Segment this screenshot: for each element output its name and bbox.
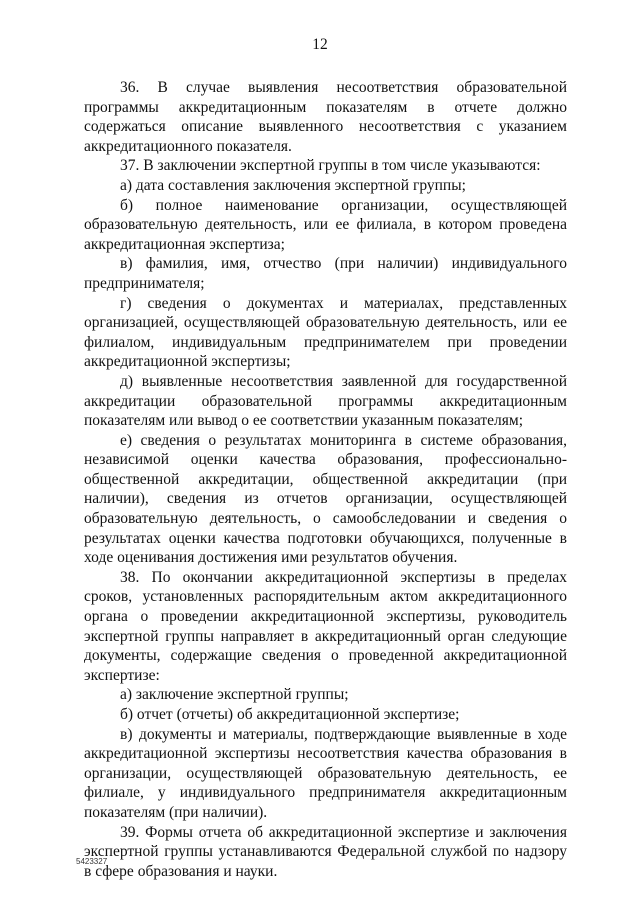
paragraph-37-v: в) фамилия, имя, отчество (при наличии) индивидуального предпринимателя; xyxy=(84,255,567,292)
paragraph-37-e: е) сведения о результатах мониторинга в системе образования, независимой оценки качества образования, профессионально-общественной аккредитации, общественной аккредитации (при наличии), сведения из отчетов организации, осуществляющей образовательную деятельность, о самообследовании и сведения о результатах оценки качества подготовки обучающихся, полученные в ходе оценивания достижения ими результатов обучения. xyxy=(84,431,567,567)
document-code: 5423327 xyxy=(76,857,108,866)
paragraph-39: 39. Формы отчета об аккредитационной экспертизе и заключения экспертной группы устанавливаются Федеральной службой по надзору в сфере образования и науки. xyxy=(84,823,567,880)
page-number: 12 xyxy=(312,36,328,53)
paragraph-37: 37. В заключении экспертной группы в том числе указываются: xyxy=(120,157,541,175)
paragraph-37-a: а) дата составления заключения экспертной группы; xyxy=(120,176,466,194)
paragraph-38-v: в) документы и материалы, подтверждающие выявленные в ходе аккредитационной экспертизы несоответствия качества образования в организации, осуществляющей образовательную деятельность, ее филиале, у индивидуального предпринимателя аккредитационным показателям (при наличии). xyxy=(84,725,567,821)
paragraph-37-g: г) сведения о документах и материалах, представленных организацией, осуществляющей образовательную деятельность, или ее филиалом, индивидуальным предпринимателем при проведении аккредитационной экспертизы; xyxy=(84,294,567,371)
paragraph-38-b: б) отчет (отчеты) об аккредитационной экспертизе; xyxy=(120,706,460,723)
document-body xyxy=(84,78,567,881)
paragraph-37-d: д) выявленные несоответствия заявленной для государственной аккредитации образовательной программы аккредитационным показателям или вывод о ее соответствии указанным показателям; xyxy=(84,372,567,430)
paragraph-36: 36. В случае выявления несоответствия образовательной программы аккредитационным показателям в отчете должно содержаться описание выявленного несоответствия с указанием аккредитационного показателя. xyxy=(84,79,567,155)
paragraph-38: 38. По окончании аккредитационной экспертизы в пределах сроков, установленных распорядительным актом аккредитационного органа о проведении аккредитационной экспертизы, руководитель экспертной группы направляет в аккредитационный орган следующие документы, содержащие сведения о проведенной аккредитационной экспертизе: xyxy=(84,568,567,684)
paragraph-37-b: б) полное наименование организации, осуществляющей образовательную деятельность, или ее филиала, в котором проведена аккредитационная экспертиза; xyxy=(84,196,567,253)
paragraph-38-a: а) заключение экспертной группы; xyxy=(120,686,349,704)
